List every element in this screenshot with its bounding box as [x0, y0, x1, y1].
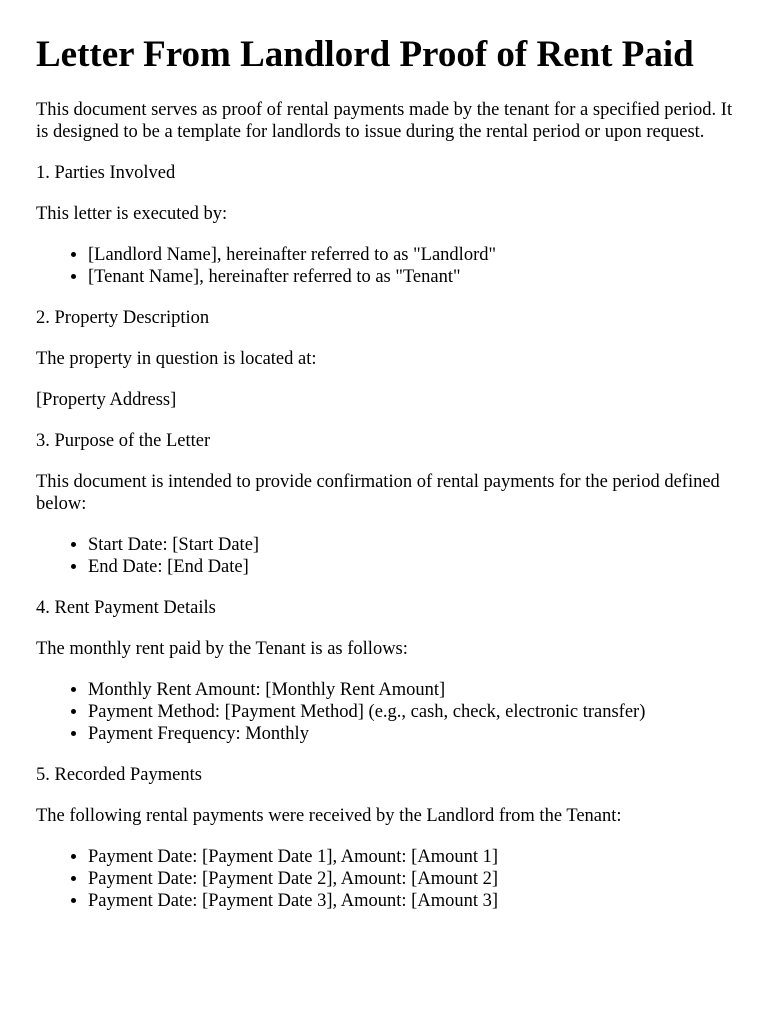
list-item: • [Tenant Name], hereinafter referred to as "Tenant" [88, 266, 734, 288]
document-title: Letter From Landlord Proof of Rent Paid [36, 34, 694, 75]
purpose-text: This document is intended to provide confirmation of rental payments for the period defined below: [36, 472, 720, 514]
recorded-payments-list [36, 846, 734, 912]
parties-text: This letter is executed by: [36, 204, 228, 224]
list-item: • Start Date: [Start Date] [88, 534, 734, 556]
section-heading-purpose: 3. Purpose of the Letter [36, 431, 211, 451]
section-heading-property: 2. Property Description [36, 308, 210, 328]
list-item: • Payment Method: [Payment Method] (e.g., cash, check, electronic transfer) [88, 701, 734, 723]
section-heading-recorded-payments: 5. Recorded Payments [36, 765, 202, 785]
list-item: • Monthly Rent Amount: [Monthly Rent Amount] [88, 679, 734, 701]
property-text: The property in question is located at: [36, 349, 317, 369]
list-item: • Payment Frequency: Monthly [88, 723, 734, 745]
recorded-payments-text: The following rental payments were received by the Landlord from the Tenant: [36, 806, 622, 826]
list-item: • Payment Date: [Payment Date 3], Amount: [Amount 3] [88, 890, 734, 912]
rent-details-list [36, 679, 734, 745]
section-heading-parties: 1. Parties Involved [36, 163, 176, 183]
list-item: • [Landlord Name], hereinafter referred to as "Landlord" [88, 244, 734, 266]
parties-list [36, 244, 734, 288]
intro-paragraph: This document serves as proof of rental payments made by the tenant for a specified period. It is designed to be a template for landlords to issue during the rental period or upon request. [36, 100, 733, 142]
list-item: • Payment Date: [Payment Date 2], Amount: [Amount 2] [88, 868, 734, 890]
property-address: [Property Address] [36, 390, 177, 410]
rent-details-text: The monthly rent paid by the Tenant is as follows: [36, 639, 408, 659]
section-heading-rent-details: 4. Rent Payment Details [36, 598, 216, 618]
list-item: • End Date: [End Date] [88, 556, 734, 578]
list-item: • Payment Date: [Payment Date 1], Amount: [Amount 1] [88, 846, 734, 868]
purpose-list [36, 534, 734, 578]
